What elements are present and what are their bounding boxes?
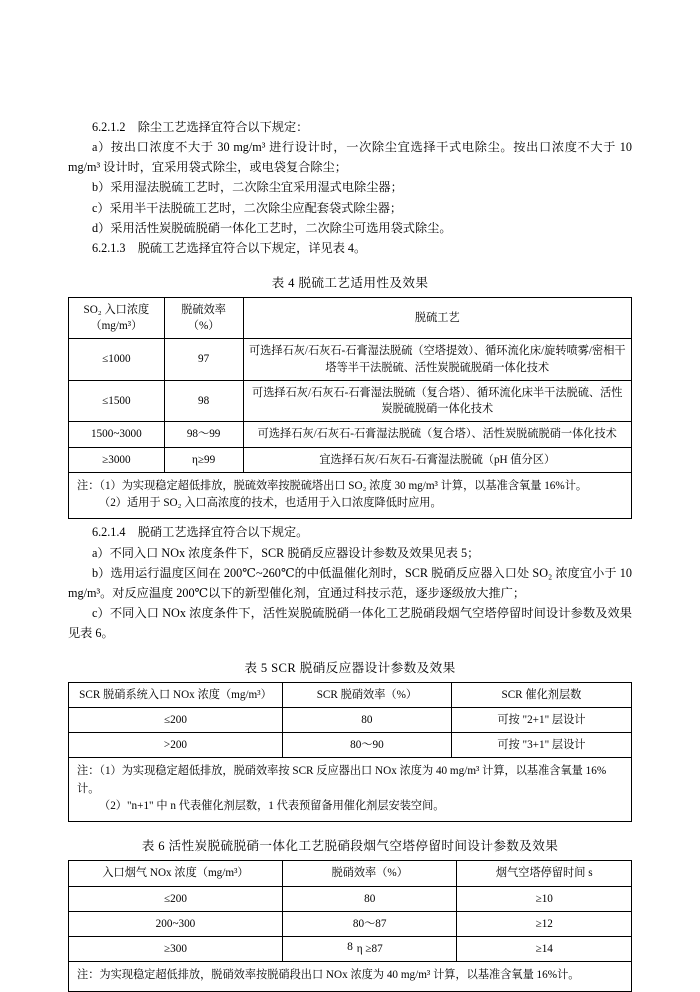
clause-6212-item-d: d）采用活性炭脱硫脱硝一体化工艺时，二次除尘可选用袋式除尘。: [92, 220, 452, 235]
table-row: [69, 339, 632, 380]
clause-6214-title: 脱硝工艺选择宜符合以下规定。: [137, 525, 309, 540]
clause-6214-item-a: a）不同入口 NOx 浓度条件下，SCR 脱硝反应器设计参数及效果见表 5；: [92, 545, 480, 560]
table6-wrapper: [68, 860, 632, 991]
clause-6214: [68, 523, 632, 543]
table-row: [69, 861, 632, 886]
table6-r1-c1: 80～87: [282, 911, 457, 936]
table-row: [69, 733, 632, 758]
table4-r1-c1: 98: [164, 380, 243, 421]
table5-note: [69, 758, 632, 822]
table6-r0-c0: ≤200: [69, 886, 283, 911]
clause-6212: [68, 118, 632, 138]
clause-6212-number: 6.2.1.2: [92, 120, 126, 134]
clause-6212-title: 除尘工艺选择宜符合以下规定：: [137, 120, 309, 134]
table4-r0-c2: 可选择石灰/石灰石-石膏湿法脱硫（空塔提效）、循环流化床/旋转喷雾/密相干塔等半干法脱硫、活性炭脱硫脱硝一体化技术: [243, 339, 631, 380]
table-row: [69, 682, 632, 707]
table4-title: 表 4 脱硫工艺适用性及效果: [271, 275, 429, 290]
table6-note-1: 注：为实现稳定超低排放，脱硝效率按脱硝段出口 NOx 浓度为 40 mg/m³ 计算，以基准含氧量 16%计。: [77, 969, 580, 982]
table5-wrapper: [68, 682, 632, 823]
table6-r1-c2: ≥12: [457, 911, 632, 936]
table4-r3-c2: 宜选择石灰/石灰石-石膏湿法脱硫（pH 值分区）: [243, 447, 631, 472]
table4-note: [69, 472, 632, 519]
table4-r0-c1: 97: [164, 339, 243, 380]
table-row: [69, 758, 632, 822]
table-row: [69, 707, 632, 732]
clause-6213-title: 脱硫工艺选择宜符合以下规定，详见表 4。: [137, 241, 367, 256]
table5-title: 表 5 SCR 脱硝反应器设计参数及效果: [244, 660, 456, 675]
table6-r2-c1: η ≥87: [282, 937, 457, 962]
table4: [68, 297, 632, 520]
table6-r0-c1: 80: [282, 886, 457, 911]
table6-r2-c0: ≥300: [69, 937, 283, 962]
table-row: [69, 297, 632, 338]
table4-wrapper: [68, 297, 632, 520]
clause-6214-item-c: c）不同入口 NOx 浓度条件下，活性炭脱硫脱硝一体化工艺脱硝段烟气空塔停留时间设计参数及效果见表 6。: [68, 606, 632, 640]
clause-6212-item-a: a）按出口浓度不大于 30 mg/m³ 进行设计时，一次除尘宜选择干式电除尘。按出口浓度不大于 10 mg/m³ 设计时，宜采用袋式除尘，或电袋复合除尘；: [68, 140, 632, 175]
table4-r2-c1: 98～99: [164, 422, 243, 447]
table5: [68, 682, 632, 823]
table4-header-2: 脱硫工艺: [243, 297, 631, 338]
table4-r2-c0: 1500~3000: [69, 422, 165, 447]
table5-r1-c2: 可按 "3+1" 层设计: [451, 733, 631, 758]
table5-r0-c0: ≤200: [69, 707, 283, 732]
table-row: [69, 422, 632, 447]
table4-r3-c1: η≥99: [164, 447, 243, 472]
clause-6214-item-b: b）选用运行温度区间在 200℃~260℃的中低温催化剂时，SCR 脱硝反应器入口处 SO₂ 浓度宜小于 10 mg/m³。对反应温度 200℃以下的新型催化剂，宜通过科技示范，逐步逐级放大推广；: [68, 565, 632, 600]
table5-header-0: SCR 脱硝系统入口 NOx 浓度（mg/m³）: [69, 682, 283, 707]
page-number: 8: [347, 941, 353, 953]
table6: [68, 860, 632, 991]
table6-header-0: 入口烟气 NOx 浓度（mg/m³）: [69, 861, 283, 886]
table6-r1-c0: 200~300: [69, 911, 283, 936]
clause-6214-number: 6.2.1.4: [92, 525, 126, 540]
table4-note-2: （2）适用于 SO₂ 入口高浓度的技术，也适用于入口浓度降低时应用。: [99, 497, 442, 510]
table4-note-1: 注：（1）为实现稳定超低排放，脱硫效率按脱硫塔出口 SO₂ 浓度 30 mg/m³ 计算，以基准含氧量 16%计。: [77, 479, 588, 492]
table6-header-2: 烟气空塔停留时间 s: [457, 861, 632, 886]
table5-r0-c2: 可按 "2+1" 层设计: [451, 707, 631, 732]
table-row: [69, 911, 632, 936]
table-row: [69, 447, 632, 472]
table5-header-1: SCR 脱硝效率（%）: [282, 682, 451, 707]
table4-r0-c0: ≤1000: [69, 339, 165, 380]
table5-header-2: SCR 催化剂层数: [451, 682, 631, 707]
table-row: [69, 472, 632, 519]
table6-header-1: 脱硝效率（%）: [282, 861, 457, 886]
table4-header-1: 脱硫效率（%）: [164, 297, 243, 338]
table6-title: 表 6 活性炭脱硫脱硝一体化工艺脱硝段烟气空塔停留时间设计参数及效果: [141, 839, 559, 854]
table-row: [69, 886, 632, 911]
table-row: [69, 962, 632, 991]
table6-r0-c2: ≥10: [457, 886, 632, 911]
table6-note: [69, 962, 632, 991]
table5-r1-c1: 80～90: [282, 733, 451, 758]
clause-6212-item-b: b）采用湿法脱硫工艺时，二次除尘宜采用湿式电除尘器；: [92, 180, 403, 195]
table5-note-1: 注：（1）为实现稳定超低排放，脱硝效率按 SCR 反应器出口 NOx 浓度为 40 mg/m³ 计算，以基准含氧量 16%计。: [77, 765, 607, 795]
table6-r2-c2: ≥14: [457, 937, 632, 962]
table5-note-2: （2）"n+1" 中 n 代表催化剂层数，1 代表预留备用催化剂层安装空间。: [99, 799, 445, 812]
table4-r2-c2: 可选择石灰/石灰石-石膏湿法脱硫（复合塔）、活性炭脱硫脱硝一体化技术: [243, 422, 631, 447]
table5-r1-c0: >200: [69, 733, 283, 758]
table-row: [69, 380, 632, 421]
table4-r1-c0: ≤1500: [69, 380, 165, 421]
table4-r3-c0: ≥3000: [69, 447, 165, 472]
clause-6213: [68, 239, 632, 259]
clause-6212-item-c: c）采用半干法脱硫工艺时，二次除尘应配套袋式除尘器；: [92, 200, 403, 215]
table5-r0-c1: 80: [282, 707, 451, 732]
table4-header-0: SO₂ 入口浓度（mg/m³）: [69, 297, 165, 338]
clause-6213-number: 6.2.1.3: [92, 241, 126, 256]
table4-r1-c2: 可选择石灰/石灰石-石膏湿法脱硫（复合塔）、循环流化床半干法脱硫、活性炭脱硫脱硝一体化技术: [243, 380, 631, 421]
